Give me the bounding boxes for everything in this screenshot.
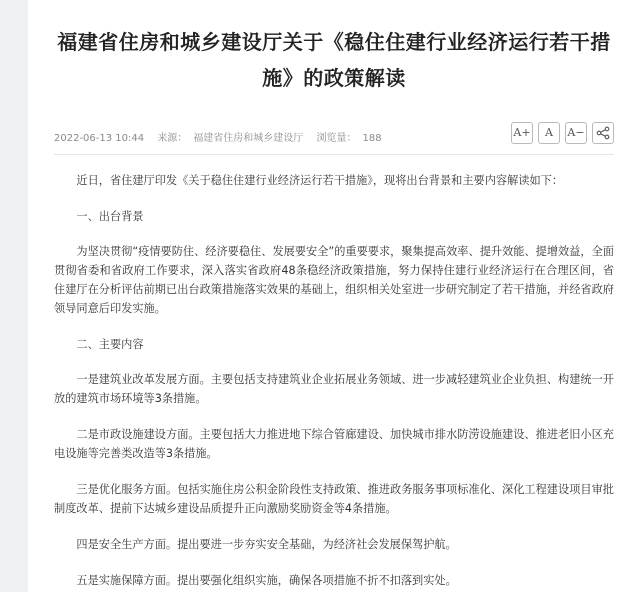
source-name: 福建省住房和城乡建设厅 xyxy=(193,133,304,144)
content-paragraph-3: 三是优化服务方面。包括实施住房公积金阶段性支持政策、推进政务服务事项标准化、深化工程建设项目审批制度改革、提前下达城乡建设品质提升正向激励奖励资金等4条措施。 xyxy=(54,483,614,515)
content-paragraph-4: 四是安全生产方面。提出要进一步夯实安全基础，为经济社会发展保驾护航。 xyxy=(76,538,457,551)
intro-paragraph: 近日，省住建厅印发《关于稳住住建行业经济运行若干措施》，现将出台背景和主要内容解读如下： xyxy=(76,174,564,187)
share-button[interactable] xyxy=(592,122,614,144)
article-body xyxy=(54,171,614,590)
content-paragraph-5: 五是实施保障方面。提出要强化组织实施，确保各项措施不折不扣落到实处。 xyxy=(76,574,457,587)
views-label: 浏览量： xyxy=(316,133,357,144)
article-title: 福建省住房和城乡建设厅关于《稳住住建行业经济运行若干措施》的政策解读 xyxy=(57,30,611,90)
article-meta xyxy=(54,129,392,144)
publish-date: 2022-06-13 10:44 xyxy=(54,133,145,144)
views-count: 188 xyxy=(362,133,382,144)
article-page xyxy=(28,0,640,592)
content-paragraph-2: 二是市政设施建设方面。主要包括大力推进地下综合管廊建设、加快城市排水防涝设施建设、推进老旧小区充电设施等完善类改造等3条措施。 xyxy=(54,428,614,460)
content-paragraph-1: 一是建筑业改革发展方面。主要包括支持建筑业企业拓展业务领域、进一步减轻建筑业企业负担、构建统一开放的建筑市场环境等3条措施。 xyxy=(54,373,614,405)
font-default-button[interactable]: A xyxy=(538,122,560,144)
font-increase-button[interactable]: A+ xyxy=(511,122,533,144)
font-decrease-button[interactable]: A− xyxy=(565,122,587,144)
font-size-controls xyxy=(511,122,614,144)
share-icon xyxy=(596,126,610,140)
article-meta-bar xyxy=(54,126,614,155)
section-heading-background: 一、出台背景 xyxy=(76,210,144,223)
section-heading-main-content: 二、主要内容 xyxy=(76,338,144,351)
source-label: 来源： xyxy=(157,133,188,144)
background-paragraph: 为坚决贯彻“疫情要防住、经济要稳住、发展要安全”的重要要求，聚集提高效率、提升效能、提增效益，全面贯彻省委和省政府工作要求，深入落实省政府48条稳经济政策措施，努力保持住建行业经济运行在合理区间，省住建厅在分析评估前期已出台政策措施落实效果的基础上，组织相关处室进一步研究制定了若干措施，并经省政府领导同意后印发实施。 xyxy=(54,245,614,315)
